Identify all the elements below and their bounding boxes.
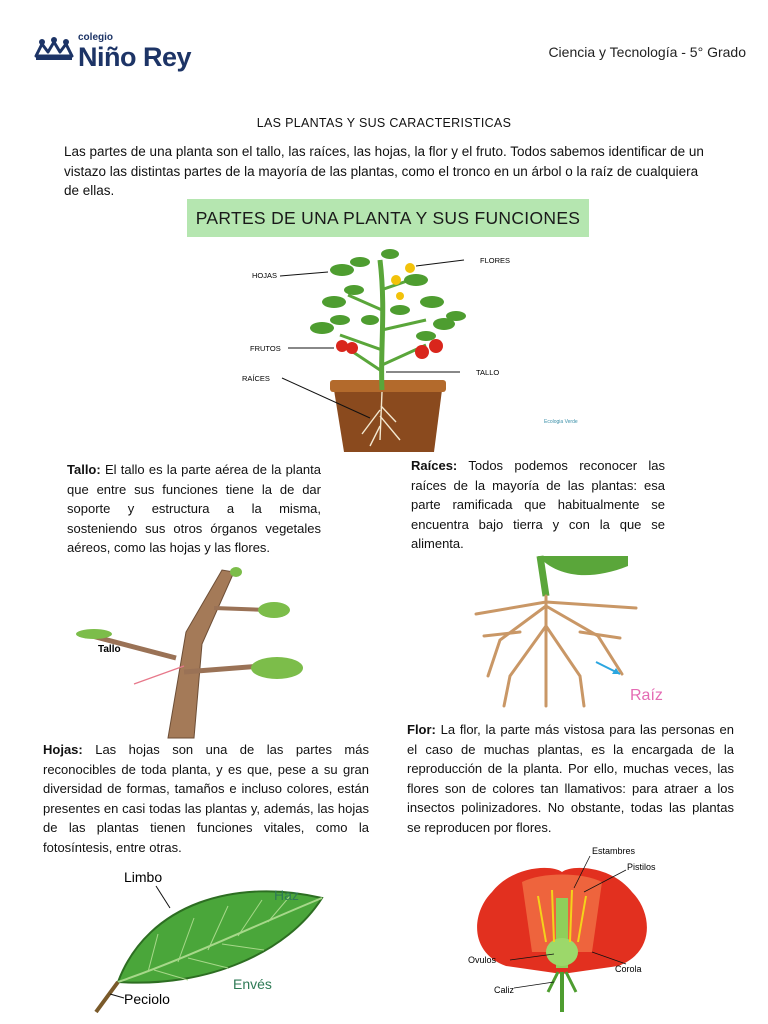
crown-icon <box>36 37 72 60</box>
logo-title: Niño Rey <box>78 42 192 72</box>
root-illustration <box>460 556 680 722</box>
term-flor: Flor: <box>407 722 436 737</box>
label-peciolo: Peciolo <box>124 991 170 1007</box>
label-estambres: Estambres <box>592 846 636 856</box>
label-raices: RAÍCES <box>242 374 270 383</box>
section-raices <box>411 456 665 554</box>
document-title: LAS PLANTAS Y SUS CARACTERISTICAS <box>256 116 512 130</box>
label-caliz: Caliz <box>494 985 515 995</box>
text-hojas: Las hojas son una de las partes más reconocibles de toda planta, y es que, pese a su gran diversidad de formas, tamaños e incluso colores, están presentes en casi todas las plantas y, además, las hojas de las plantas tienen funciones vitales, como la fotosíntesis, entre otras. <box>43 742 369 855</box>
label-limbo: Limbo <box>124 869 163 885</box>
label-pistilos: Pistilos <box>627 862 656 872</box>
logo-small-text: colegio <box>78 32 114 43</box>
fruits <box>336 339 443 359</box>
watermark-text: Ecologia Verde <box>544 419 578 425</box>
label-frutos: FRUTOS <box>250 344 281 353</box>
section-banner: PARTES DE UNA PLANTA Y SUS FUNCIONES <box>187 199 589 237</box>
label-raiz-img: Raíz <box>630 687 663 704</box>
label-hojas: HOJAS <box>252 271 278 280</box>
label-tallo-img: Tallo <box>98 644 121 655</box>
section-tallo <box>67 460 321 558</box>
section-flor <box>407 720 734 837</box>
label-tallo: TALLO <box>476 368 500 377</box>
stem <box>380 260 383 390</box>
flower-illustration <box>462 842 662 1012</box>
plant-diagram <box>230 240 578 460</box>
pot <box>334 390 442 452</box>
term-hojas: Hojas: <box>43 742 83 757</box>
intro-paragraph: Las partes de una planta son el tallo, las raíces, las hojas, la flor y el fruto. Todos sabemos identificar de un vistazo las distintas partes de la mayoría de las plantas, como el tronco en un árbol o la raíz de cualquiera de ellas. <box>64 144 704 198</box>
label-corola: Corola <box>615 964 642 974</box>
label-haz: Haz <box>274 887 299 903</box>
term-tallo: Tallo: <box>67 462 101 477</box>
label-flores: FLORES <box>480 256 511 265</box>
stem-illustration <box>72 562 312 738</box>
leaf-illustration <box>78 862 340 1012</box>
term-raices: Raíces: <box>411 458 458 473</box>
text-tallo: El tallo es la parte aérea de la planta que entre sus funciones tiene la de dar soporte y estructura a la misma, sosteniendo sus otros órganos vegetales aéreos, como las hojas y las flores. <box>67 462 321 555</box>
label-ovulos: Ovulos <box>468 955 497 965</box>
text-flor: La flor, la parte más vistosa para las personas en el caso de muchas plantas, es la encargada de la reproducción de la planta. Por ello, muchas veces, las flores son de colores tan llamativos: para atraer a los insectos polinizadores. No obstante, todas las plantas se reproducen por flores. <box>407 722 734 835</box>
label-enves: Envés <box>233 976 272 992</box>
text-raices: Todos podemos reconocer las raíces de la mayoría de las plantas: esa parte ramificada que habitualmente se encuentra bajo tierra y con la que se alimenta. <box>411 458 665 551</box>
section-hojas <box>43 740 369 857</box>
course-label: Ciencia y Tecnología - 5° Grado <box>548 44 746 60</box>
